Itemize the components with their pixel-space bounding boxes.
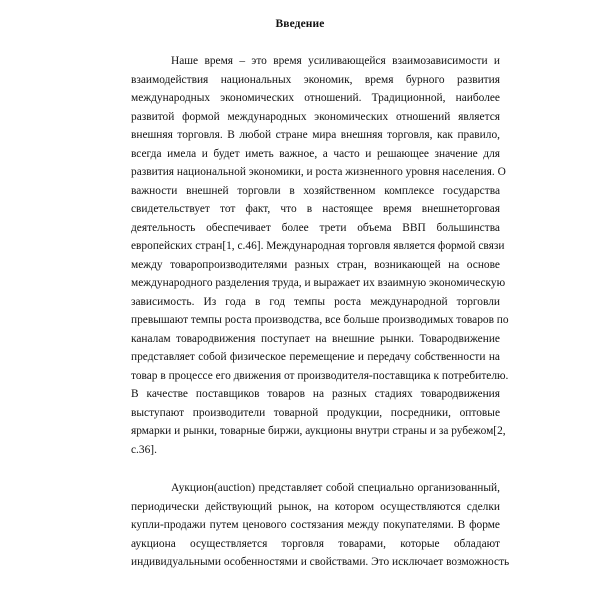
- paragraph-line: международных экономических отношений. Традиционной, наиболее: [131, 92, 500, 104]
- paragraph-1: [131, 52, 509, 459]
- paragraph-line: европейских стран[1, с.46]. Международная торговля является формой связи: [131, 240, 505, 252]
- paragraph-line: деятельность обеспечивает более трети объема ВВП большинства: [131, 221, 500, 234]
- paragraph-line: каналам товародвижения поступает на внешние рынки. Товародвижение: [131, 332, 500, 345]
- paragraph-line: купли-продажи путем ценового состязания между покупателями. В форме: [131, 519, 500, 531]
- paragraph-line: с.36].: [131, 443, 157, 456]
- paragraph-line: Аукцион(auction) представляет собой специально организованный,: [171, 482, 500, 494]
- paragraph-line: международного разделения труда, и выражает их взаимную экономическую: [131, 277, 506, 289]
- paragraph-line: внешняя торговля. В любой стране мира внешняя торговля, как правило,: [131, 129, 500, 141]
- paragraph-line: индивидуальными особенностями и свойствами. Это исключает возможность: [131, 556, 510, 568]
- paragraph-line: развития национальной экономики, и роста жизненного уровня населения. О: [131, 166, 506, 178]
- paragraph-line: между товаропроизводителями разных стран, возникающей на основе: [131, 258, 500, 271]
- paragraph-line: важности внешней торговли в хозяйственном комплексе государства: [131, 184, 500, 197]
- document-title: Введение: [275, 18, 325, 30]
- paragraph-line: аукциона осуществляется торговля товарами, которые обладают: [131, 537, 500, 550]
- paragraph-line: выступают производители товарной продукции, посредники, оптовые: [131, 406, 500, 419]
- paragraph-line: Наше время – это время усиливающейся взаимозависимости и: [171, 55, 500, 67]
- paragraph-line: представляет собой физическое перемещение и передачу собственности на: [131, 351, 500, 363]
- paragraph-line: свидетельствует тот факт, что в настоящее время внешнеторговая: [131, 203, 500, 215]
- paragraph-line: развитой формой международных экономических отношений является: [131, 110, 500, 123]
- paragraph-line: зависимость. Из года в год темпы роста международной торговли: [131, 295, 500, 308]
- paragraph-line: периодически действующий рынок, на котором осуществляются сделки: [131, 500, 500, 513]
- paragraph-line: товар в процессе его движения от производителя-поставщика к потребителю.: [131, 369, 509, 382]
- paragraph-line: взаимодействия национальных экономик, время бурного развития: [131, 73, 500, 86]
- paragraph-line: превышают темпы роста производства, все больше производимых товаров по: [131, 314, 509, 326]
- paragraph-line: В качестве поставщиков товаров на разных стадиях товародвижения: [131, 388, 500, 400]
- paragraph-line: ярмарки и рынки, товарные биржи, аукционы внутри страны и за рубежом[2,: [131, 425, 506, 437]
- paragraph-2: [131, 479, 510, 572]
- paragraph-line: всегда имела и будет иметь важное, а часто и решающее значение для: [131, 147, 500, 160]
